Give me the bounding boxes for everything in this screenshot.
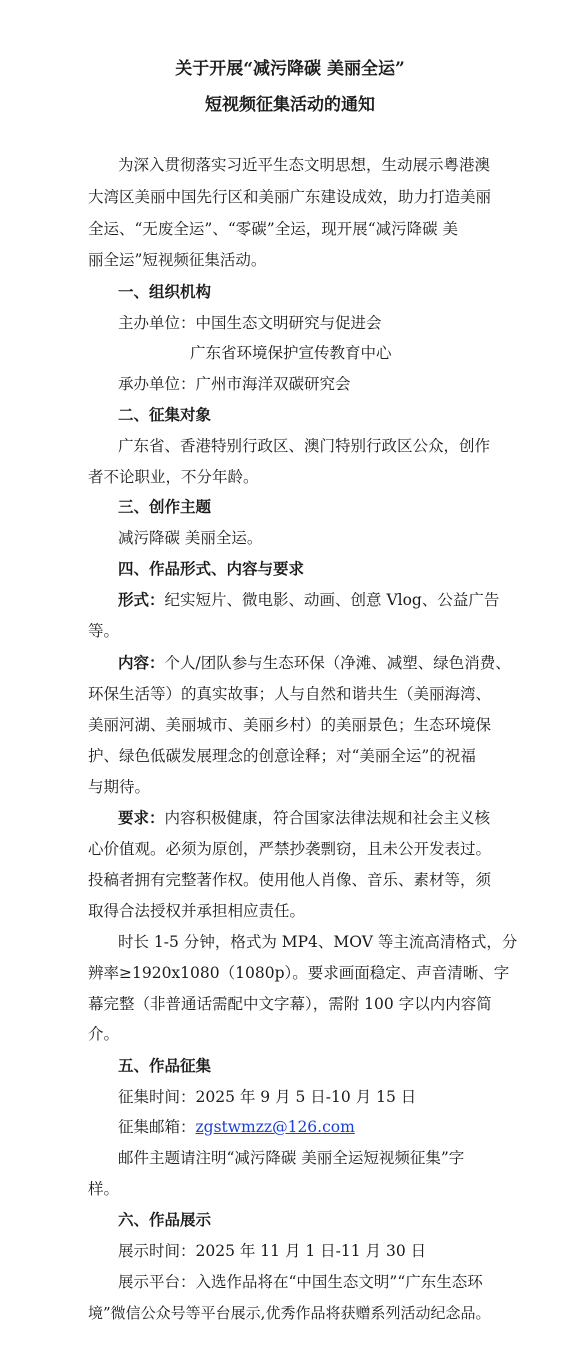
intro-line: 丽全运”短视频征集活动。 [88,251,267,269]
spec-text: 幕完整（非普通话需配中文字幕），需附 100 字以内内容简 [88,995,492,1013]
display-platform-text: 境”微信公众号等平台展示,优秀作品将获赠系列活动纪念品。 [88,1304,491,1322]
section-heading-theme: 三、创作主题 [118,498,212,516]
section-heading-display: 六、作品展示 [118,1211,212,1229]
mailbox-link[interactable]: zgstwmzz@126.com [195,1118,355,1136]
form-text: 纪实短片、微电影、动画、创意 Vlog、公益广告 [164,591,500,609]
section-heading-requirements: 四、作品形式、内容与要求 [118,560,305,578]
host-row [118,313,382,333]
page-title-line-1: 关于开展“减污降碳 美丽全运” [175,59,405,79]
intro-line: 为深入贯彻落实习近平生态文明思想，生动展示粤港澳 [118,156,491,174]
host-value: 中国生态文明研究与促进会 [195,314,382,332]
organizer-row [118,374,351,394]
organizer-value: 广州市海洋双碳研究会 [195,375,351,393]
requirement-text: 心价值观。必须为原创，严禁抄袭剽窃，且未公开发表过。 [88,840,492,858]
spec-text: 介。 [88,1025,120,1043]
content-text: 护、绿色低碳发展理念的创意诠释；对“美丽全运”的祝福 [88,747,476,765]
requirement-text: 取得合法授权并承担相应责任。 [88,902,306,920]
content-label: 内容： [118,654,165,672]
content-text: 环保生活等）的真实故事；人与自然和谐共生（美丽海湾、 [88,685,492,703]
page-title-line-2: 短视频征集活动的通知 [205,95,375,115]
section-heading-audience: 二、征集对象 [118,406,212,424]
intro-line: 全运、“无废全运”、“零碳”全运，现开展“减污降碳 美 [88,220,459,238]
organizer-label: 承办单位： [118,375,196,393]
host-value: 广东省环境保护宣传教育中心 [190,344,392,362]
mailbox-label: 征集邮箱： [118,1118,196,1136]
mail-subject-text: 邮件主题请注明“减污降碳 美丽全运短视频征集”字 [118,1149,465,1167]
display-platform-text: 展示平台：入选作品将在“中国生态文明”“广东生态环 [118,1273,483,1291]
audience-line: 者不论职业，不分年龄。 [88,468,259,486]
audience-line: 广东省、香港特别行政区、澳门特别行政区公众，创作 [118,437,491,455]
form-label: 形式： [118,591,165,609]
content-row [118,653,511,673]
form-row [118,590,499,610]
collection-time: 征集时间：2025 年 9 月 5 日-10 月 15 日 [118,1088,417,1106]
content-text: 与期待。 [88,778,151,796]
spec-text: 时长 1-5 分钟，格式为 MP4、MOV 等主流高清格式，分 [118,933,518,951]
theme-text: 减污降碳 美丽全运。 [118,529,263,547]
content-text: 美丽河湖、美丽城市、美丽乡村）的美丽景色；生态环境保 [88,716,492,734]
section-heading-organization: 一、组织机构 [118,283,212,301]
host-label: 主办单位： [118,314,196,332]
requirement-text: 投稿者拥有完整著作权。使用他人肖像、音乐、素材等，须 [88,871,492,889]
form-text: 等。 [88,622,120,640]
display-time: 展示时间：2025 年 11 月 1 日-11 月 30 日 [118,1242,427,1260]
mail-subject-text: 样。 [88,1180,120,1198]
spec-text: 辨率≥1920x1080（1080p）。要求画面稳定、声音清晰、字 [88,964,510,982]
intro-line: 大湾区美丽中国先行区和美丽广东建设成效，助力打造美丽 [88,188,492,206]
mailbox-row [118,1117,355,1137]
section-heading-collection: 五、作品征集 [118,1057,212,1075]
requirement-text: 内容积极健康，符合国家法律法规和社会主义核 [164,809,491,827]
content-text: 个人/团队参与生态环保（净滩、减塑、绿色消费、 [164,654,511,672]
requirement-row [118,808,490,828]
requirement-label: 要求： [118,809,165,827]
